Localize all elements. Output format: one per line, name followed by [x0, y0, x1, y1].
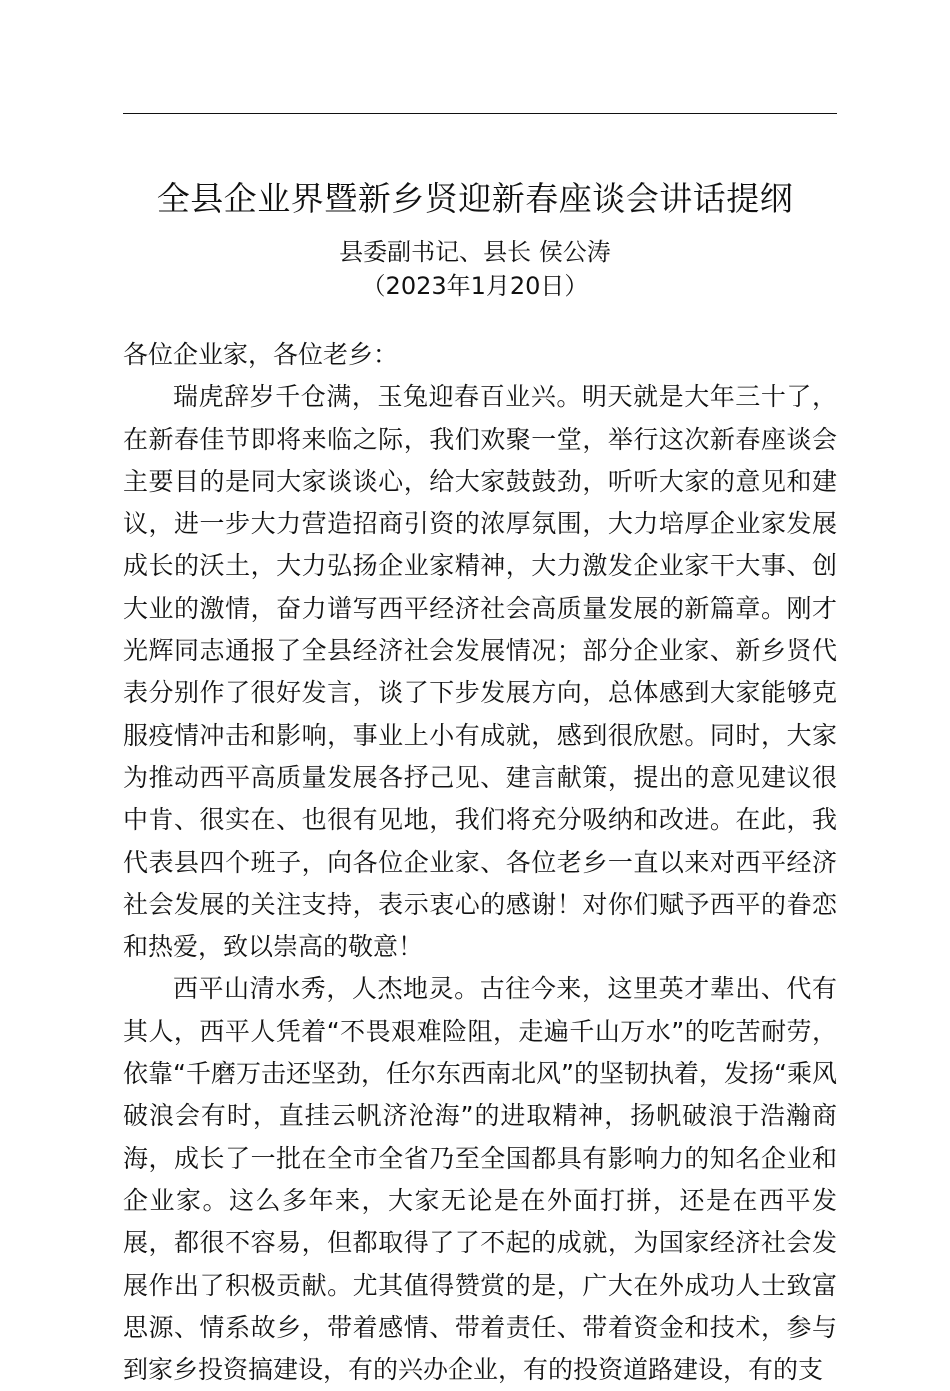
author-line: 县委副书记、县长 侯公涛: [339, 238, 611, 266]
header-rule: [123, 113, 837, 114]
document-body: [123, 334, 837, 1391]
document-title: 全县企业界暨新乡贤迎新春座谈会讲话提纲: [156, 179, 794, 218]
salutation: 各位企业家，各位老乡：: [123, 340, 399, 369]
paragraph-2: 西平山清水秀，人杰地灵。古往今来，这里英才辈出、代有其人，西平人凭着“不畏艰难险阻，走遍千山万水”的吃苦耐劳，依靠“千磨万击还坚劲，任尔东西南北风”的坚韧执着，发扬“乘风破浪会有时，直挂云帆济沧海”的进取精神，扬帆破浪于浩瀚商海，成长了一批在全市全省乃至全国都具有影响力的知名企业和企业家。这么多年来，大家无论是在外面打拼，还是在西平发展，都很不容易，但都取得了了不起的成就，为国家经济社会发展作出了积极贡献。尤其值得赞赏的是，广大在外成功人士致富思源、情系故乡，带着感情、带着责任、带着资金和技术，参与到家乡投资搞建设，有的兴办企业，有的投资道路建设，有的支: [123, 974, 837, 1385]
paragraph-1: 瑞虎辞岁千仓满，玉兔迎春百业兴。明天就是大年三十了，在新春佳节即将来临之际，我们欢聚一堂，举行这次新春座谈会主要目的是同大家谈谈心，给大家鼓鼓劲，听听大家的意见和建议，进一步大力营造招商引资的浓厚氛围，大力培厚企业家发展成长的沃土，大力弘扬企业家精神，大力激发企业家干大事、创大业的激情，奋力谱写西平经济社会高质量发展的新篇章。刚才光辉同志通报了全县经济社会发展情况；部分企业家、新乡贤代表分别作了很好发言，谈了下步发展方向，总体感到大家能够克服疫情冲击和影响，事业上小有成就，感到很欣慰。同时，大家为推动西平高质量发展各抒己见、建言献策，提出的意见建议很中肯、很实在、也很有见地，我们将充分吸纳和改进。在此，我代表县四个班子，向各位企业家、各位老乡一直以来对西平经济社会发展的关注支持，表示衷心的感谢！对你们赋予西平的眷恋和热爱，致以崇高的敬意！: [123, 382, 837, 962]
date-line: （2023年1月20日）: [361, 272, 589, 300]
